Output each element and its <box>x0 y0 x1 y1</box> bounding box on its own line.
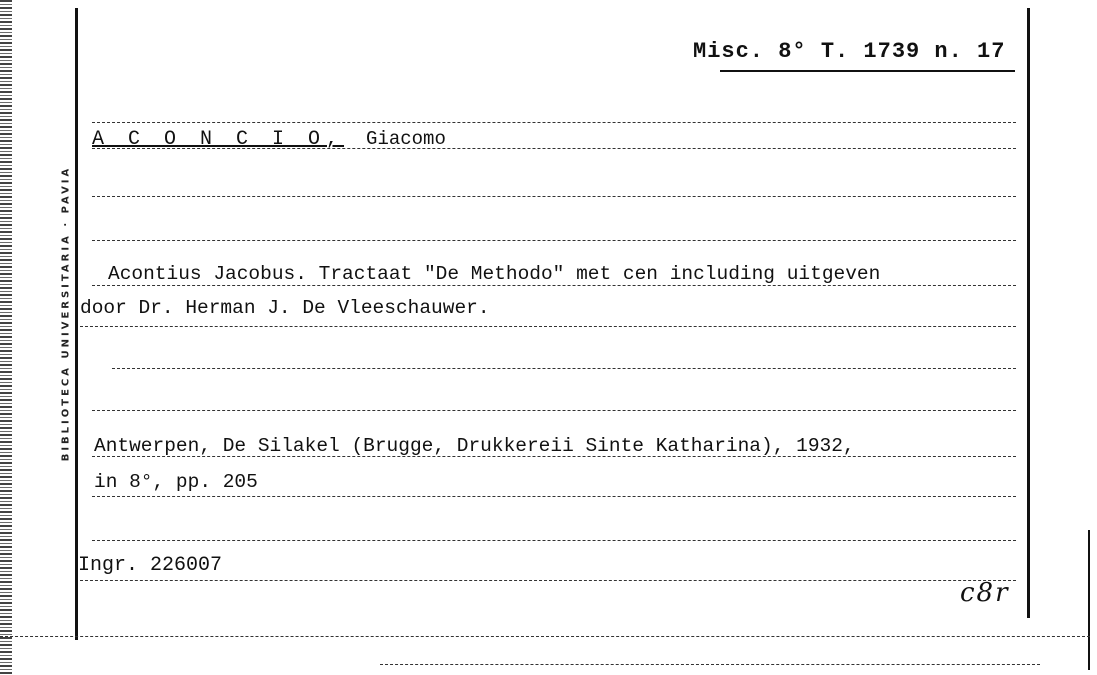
rule-3 <box>92 196 1016 198</box>
rule-7 <box>112 368 1016 370</box>
library-stamp <box>56 118 76 508</box>
title-line-2: door Dr. Herman J. De Vleeschauwer. <box>80 297 490 319</box>
library-stamp-text: BIBLIOTECA UNIVERSITARIA · PAVIA <box>60 165 72 461</box>
accession-number: Ingr. 226007 <box>78 554 223 577</box>
rule-10 <box>92 496 1016 498</box>
imprint-line-2: in 8°, pp. 205 <box>94 471 258 493</box>
handwritten-note: c8r <box>960 578 1010 608</box>
right-margin-line <box>1027 8 1030 618</box>
imprint-line-1: Antwerpen, De Silakel (Brugge, Drukkereii Sinte Katharina), 1932, <box>94 435 855 457</box>
shelfmark: Misc. 8° T. 1739 n. 17 <box>693 39 1006 64</box>
shelfmark-underline <box>720 70 1015 73</box>
outer-right-edge <box>1088 530 1090 670</box>
rule-1 <box>92 122 1016 124</box>
rule-8 <box>92 410 1016 412</box>
rule-bottom <box>0 636 1090 638</box>
torn-edge <box>0 0 12 675</box>
title-line-1: Acontius Jacobus. Tractaat "De Methodo" met cen including uitgeven <box>108 263 881 285</box>
rule-11 <box>92 540 1016 542</box>
rule-6 <box>80 326 1016 328</box>
rule-12 <box>80 580 1016 582</box>
rule-4 <box>92 240 1016 242</box>
author-surname: A C O N C I O, <box>92 128 345 151</box>
author-given-name: Giacomo <box>366 128 446 150</box>
author-heading <box>92 127 446 152</box>
rule-footer <box>380 664 1040 666</box>
